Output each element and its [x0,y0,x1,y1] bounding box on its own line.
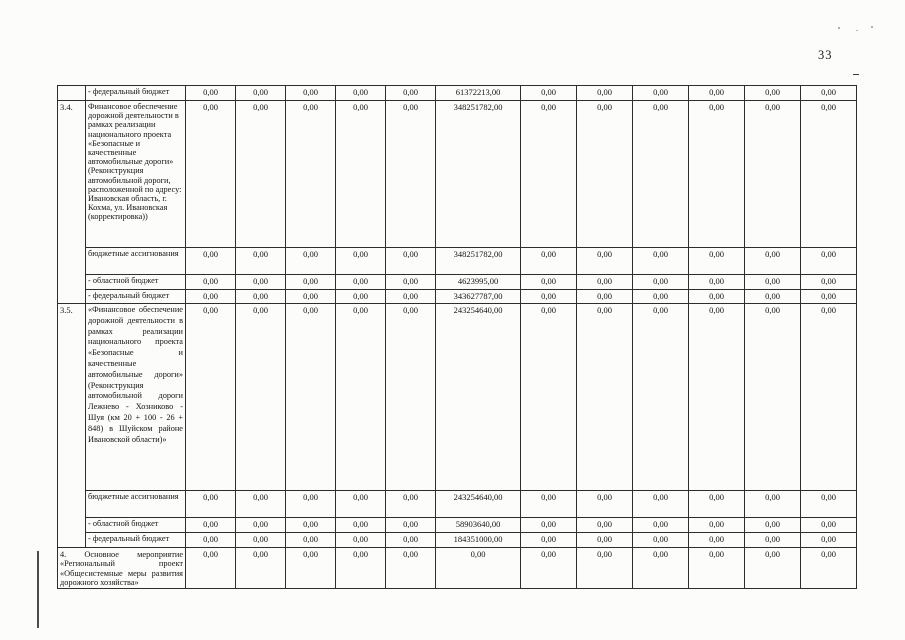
table-row [58,290,857,304]
value-cell: 0,00 [633,491,689,518]
value-cell: 0,00 [577,275,633,290]
value-cell: 0,00 [336,518,386,533]
value-cell: 0,00 [521,290,577,304]
value-cell: 0,00 [386,518,436,533]
row-title-cell: 4. Основное мероприятие «Региональный проект «Общесистемные меры развития дорожного хозяйства» [58,548,186,589]
value-cell: 58903640,00 [436,518,521,533]
value-cell: 0,00 [689,533,745,548]
value-cell: 0,00 [236,533,286,548]
value-cell: 0,00 [521,533,577,548]
row-desc-cell: бюджетные ассигнования [86,491,186,518]
value-cell: 0,00 [186,290,236,304]
value-cell: 0,00 [236,101,286,248]
value-cell: 0,00 [801,86,857,101]
page-number: 33 [818,48,833,62]
value-cell: 0,00 [745,548,801,589]
value-cell: 0,00 [521,518,577,533]
value-cell: 0,00 [633,518,689,533]
value-cell: 0,00 [236,491,286,518]
value-cell: 0,00 [236,290,286,304]
value-cell: 0,00 [745,86,801,101]
value-cell: 0,00 [186,491,236,518]
value-cell: 0,00 [745,491,801,518]
value-cell: 0,00 [186,304,236,491]
value-cell: 0,00 [633,248,689,275]
value-cell: 0,00 [336,275,386,290]
value-cell: 0,00 [577,518,633,533]
row-desc-cell: - федеральный бюджет [86,290,186,304]
value-cell: 0,00 [633,86,689,101]
value-cell: 0,00 [436,548,521,589]
value-cell: 243254640,00 [436,491,521,518]
table-row [58,491,857,518]
value-cell: 0,00 [689,86,745,101]
value-cell: 0,00 [186,548,236,589]
value-cell: 0,00 [286,275,336,290]
value-cell: 0,00 [521,248,577,275]
table-row [58,86,857,101]
value-cell: 0,00 [186,86,236,101]
value-cell: 0,00 [386,304,436,491]
value-cell: 0,00 [801,548,857,589]
value-cell: 0,00 [336,304,386,491]
value-cell: 0,00 [386,248,436,275]
value-cell: 0,00 [521,101,577,248]
value-cell: 0,00 [577,548,633,589]
value-cell: 0,00 [336,290,386,304]
value-cell: 61372213,00 [436,86,521,101]
row-desc-cell: - федеральный бюджет [86,533,186,548]
value-cell: 0,00 [577,290,633,304]
value-cell: 0,00 [521,304,577,491]
value-cell: 0,00 [745,101,801,248]
value-cell: 0,00 [336,548,386,589]
value-cell: 0,00 [521,548,577,589]
table-row [58,548,857,589]
value-cell: 0,00 [633,304,689,491]
value-cell: 0,00 [745,533,801,548]
value-cell: 0,00 [521,491,577,518]
value-cell: 0,00 [745,304,801,491]
value-cell: 0,00 [386,491,436,518]
row-number-cell: 3.4. [58,101,86,304]
value-cell: 0,00 [689,548,745,589]
value-cell: 0,00 [236,548,286,589]
value-cell: 343627787,00 [436,290,521,304]
value-cell: 0,00 [577,533,633,548]
value-cell: 0,00 [521,275,577,290]
value-cell: 0,00 [689,101,745,248]
row-desc-cell: - федеральный бюджет [86,86,186,101]
value-cell: 0,00 [633,101,689,248]
table-row [58,248,857,275]
value-cell: 4623995,00 [436,275,521,290]
value-cell: 0,00 [801,101,857,248]
value-cell: 0,00 [186,275,236,290]
scan-speck [871,26,873,28]
value-cell: 0,00 [633,533,689,548]
budget-table-body [58,86,857,589]
value-cell: 0,00 [386,290,436,304]
value-cell: 0,00 [286,548,336,589]
value-cell: 0,00 [236,86,286,101]
value-cell: 0,00 [577,304,633,491]
scan-speck [856,30,858,31]
table-row [58,101,857,248]
row-desc-cell: бюджетные ассигнования [86,248,186,275]
value-cell: 0,00 [689,304,745,491]
value-cell: 0,00 [801,290,857,304]
value-cell: 184351000,00 [436,533,521,548]
value-cell: 0,00 [633,548,689,589]
value-cell: 0,00 [633,275,689,290]
value-cell: 0,00 [186,533,236,548]
value-cell: 0,00 [336,491,386,518]
value-cell: 0,00 [801,304,857,491]
table-row [58,533,857,548]
row-number-cell [58,86,86,101]
row-desc-cell: - областной бюджет [86,518,186,533]
value-cell: 0,00 [336,533,386,548]
value-cell: 0,00 [336,86,386,101]
corner-dash-mark [853,74,859,75]
value-cell: 0,00 [286,518,336,533]
value-cell: 0,00 [521,86,577,101]
value-cell: 0,00 [745,275,801,290]
row-desc-cell: «Финансовое обеспечение дорожной деятельности в рамках реализации национального проекта «Безопасные и качественные автомобильные дороги» (Реконструкция автомобильной дороги Лежнево - Хозниково - Шуя (км 20 + 100 - 26 + 848) в Шуйском районе Ивановской области)» [86,304,186,491]
value-cell: 0,00 [689,290,745,304]
table-row [58,518,857,533]
stray-vertical-line-mark [37,551,39,628]
table-row [58,304,857,491]
value-cell: 0,00 [336,248,386,275]
value-cell: 0,00 [386,533,436,548]
value-cell: 0,00 [386,101,436,248]
value-cell: 0,00 [286,86,336,101]
value-cell: 0,00 [286,101,336,248]
value-cell: 0,00 [186,101,236,248]
value-cell: 0,00 [633,290,689,304]
value-cell: 0,00 [336,101,386,248]
value-cell: 0,00 [577,86,633,101]
table-row [58,275,857,290]
value-cell: 0,00 [577,101,633,248]
value-cell: 0,00 [386,86,436,101]
budget-table [57,85,857,589]
value-cell: 348251782,00 [436,101,521,248]
value-cell: 0,00 [745,248,801,275]
value-cell: 0,00 [386,275,436,290]
value-cell: 0,00 [236,275,286,290]
value-cell: 0,00 [745,518,801,533]
value-cell: 0,00 [236,304,286,491]
value-cell: 0,00 [286,304,336,491]
row-desc-cell: - областной бюджет [86,275,186,290]
value-cell: 0,00 [186,518,236,533]
value-cell: 0,00 [801,248,857,275]
value-cell: 0,00 [801,533,857,548]
row-number-cell: 3.5. [58,304,86,548]
value-cell: 0,00 [689,275,745,290]
scan-speck [838,27,840,29]
value-cell: 0,00 [577,491,633,518]
value-cell: 0,00 [801,518,857,533]
value-cell: 0,00 [689,248,745,275]
value-cell: 0,00 [689,518,745,533]
value-cell: 0,00 [689,491,745,518]
value-cell: 0,00 [286,290,336,304]
row-desc-cell: Финансовое обеспечение дорожной деятельности в рамках реализации национального проекта «Безопасные и качественные автомобильные дороги» (Реконструкция автомобильной дороги, расположенной по адресу: Ивановская область, г. Кохма, ул. Ивановская (корректировка)) [86,101,186,248]
value-cell: 348251782,00 [436,248,521,275]
value-cell: 0,00 [286,533,336,548]
value-cell: 0,00 [801,275,857,290]
value-cell: 0,00 [236,248,286,275]
value-cell: 0,00 [577,248,633,275]
value-cell: 243254640,00 [436,304,521,491]
value-cell: 0,00 [186,248,236,275]
value-cell: 0,00 [286,491,336,518]
value-cell: 0,00 [386,548,436,589]
value-cell: 0,00 [236,518,286,533]
value-cell: 0,00 [801,491,857,518]
value-cell: 0,00 [286,248,336,275]
value-cell: 0,00 [745,290,801,304]
